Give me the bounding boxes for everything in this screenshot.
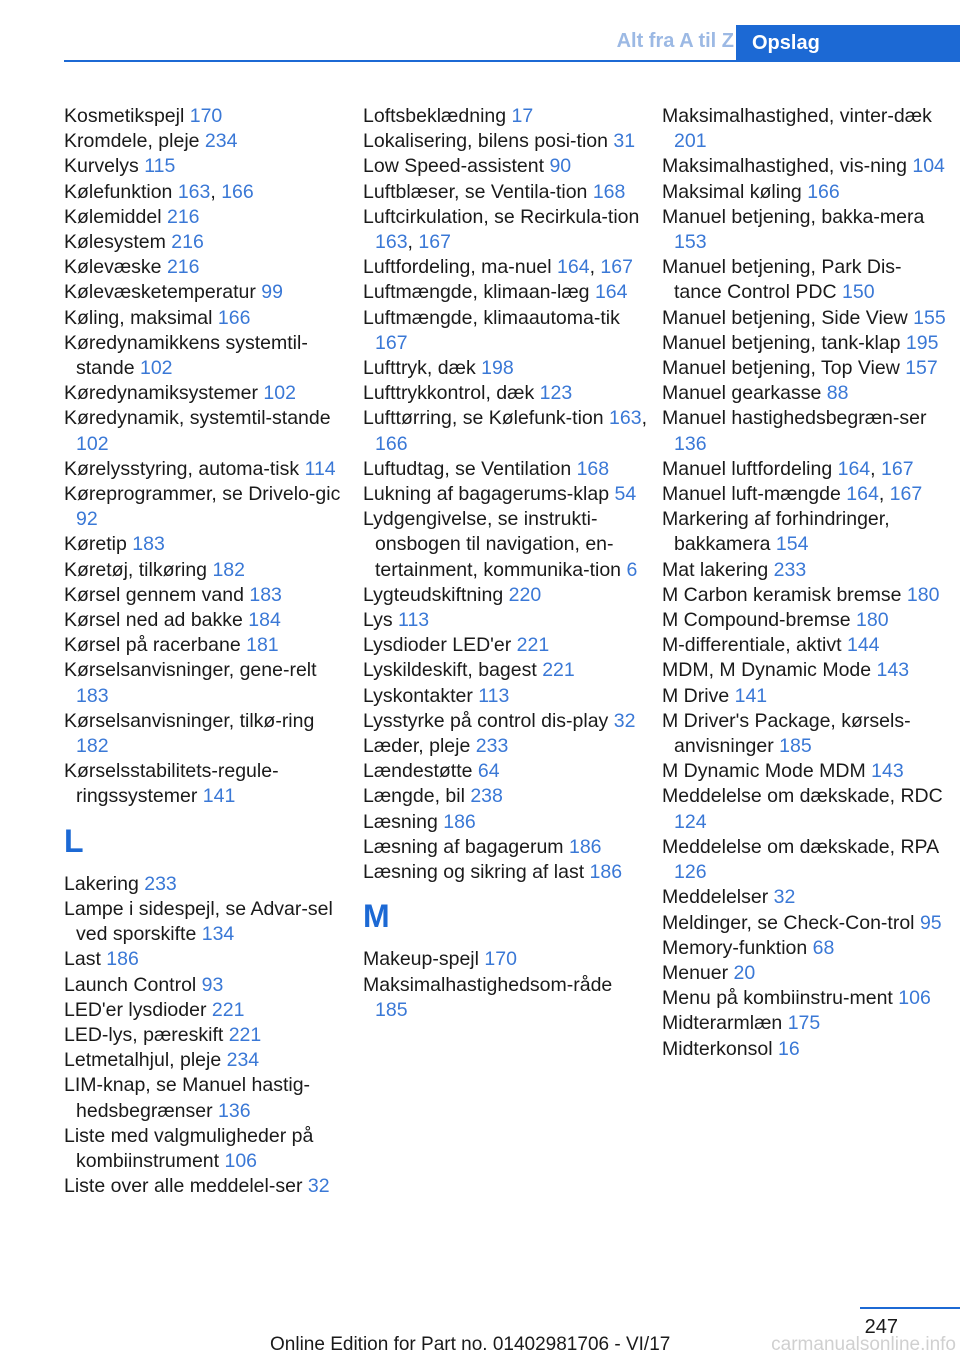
index-term: Lufttørring, se Kølefunk-tion xyxy=(363,407,610,430)
index-entry xyxy=(363,104,648,129)
index-term: Læsning af bagagerum xyxy=(363,835,569,858)
page-link[interactable]: 31 xyxy=(613,130,636,153)
index-term: Lampe i sidespejl, se Advar-sel ved sporskifte xyxy=(64,897,333,946)
index-letter-heading: L xyxy=(64,822,84,859)
index-term: Luftmængde, klimaautoma-tik xyxy=(363,306,620,329)
page-link[interactable]: 216 xyxy=(166,205,200,228)
page-link[interactable]: 143 xyxy=(876,659,910,682)
page-link[interactable]: 163 xyxy=(375,231,408,254)
index-term: Lufttryk, dæk xyxy=(363,357,482,380)
index-term: Maksimalhastighedsom-råde xyxy=(363,973,613,996)
page-link[interactable]: 113 xyxy=(478,684,510,707)
page-link[interactable]: 183 xyxy=(249,583,282,606)
page-separator: , xyxy=(870,457,881,480)
index-entry xyxy=(363,835,648,860)
page-link[interactable]: 238 xyxy=(470,785,503,808)
index-entry xyxy=(363,381,648,406)
page-link[interactable]: 175 xyxy=(787,1012,821,1035)
page-separator: , xyxy=(407,231,419,254)
index-term: Køredynamikkens systemtil-stande xyxy=(64,331,308,380)
page-link[interactable]: 186 xyxy=(443,810,476,833)
index-entry xyxy=(64,998,349,1023)
index-term: Manuel gearkasse xyxy=(662,382,827,405)
page-link[interactable]: 155 xyxy=(913,306,946,329)
index-term: Kørelysstyring, automa-tisk xyxy=(64,457,305,480)
index-term: Letmetalhjul, pleje xyxy=(64,1049,227,1072)
page-link[interactable]: 104 xyxy=(912,155,945,178)
page-link[interactable]: 126 xyxy=(674,861,707,884)
index-entry xyxy=(662,759,947,784)
index-entry xyxy=(662,936,947,961)
index-entry xyxy=(363,759,648,784)
index-term: Køretip xyxy=(64,533,133,556)
page-link[interactable]: 221 xyxy=(211,998,245,1021)
index-term: Midterkonsol xyxy=(662,1037,778,1060)
page-separator: , xyxy=(210,180,222,203)
index-entry xyxy=(662,684,947,709)
page-link[interactable]: 68 xyxy=(812,936,835,959)
page-link[interactable]: 123 xyxy=(539,382,573,405)
page-number-rule xyxy=(860,1307,960,1309)
page-link[interactable]: 32 xyxy=(773,886,796,909)
index-entry xyxy=(363,583,648,608)
index-entry xyxy=(662,205,947,255)
footer-edition: Online Edition for Part no. 01402981706 - VI/17 xyxy=(270,1334,671,1355)
page-link[interactable]: 6 xyxy=(626,558,638,581)
index-entry xyxy=(363,658,648,683)
index-term: Manuel luftfordeling xyxy=(662,457,838,480)
index-entry xyxy=(64,558,349,583)
index-entry xyxy=(363,154,648,179)
index-entry xyxy=(662,885,947,910)
index-entry xyxy=(64,973,349,998)
page-link[interactable]: 233 xyxy=(773,558,807,581)
index-entry xyxy=(363,280,648,305)
index-entry xyxy=(363,734,648,759)
section-tab: Opslag xyxy=(736,25,960,61)
page-link[interactable]: 17 xyxy=(511,105,534,127)
page-link[interactable]: 141 xyxy=(202,785,236,808)
index-entry xyxy=(363,356,648,381)
index-entry xyxy=(64,255,349,280)
index-entry xyxy=(64,129,349,154)
page-header xyxy=(0,25,960,61)
index-entry xyxy=(64,1174,349,1199)
index-entry xyxy=(363,406,648,456)
index-entry xyxy=(363,306,648,356)
index-entry xyxy=(363,947,648,972)
page-link[interactable]: 144 xyxy=(846,634,880,657)
index-term: Luftfordeling, ma-nuel xyxy=(363,256,558,279)
index-entry xyxy=(363,457,648,482)
page-link[interactable]: 90 xyxy=(549,155,572,178)
page-link[interactable]: 106 xyxy=(898,987,931,1010)
index-entry xyxy=(363,608,648,633)
page-link[interactable]: 220 xyxy=(508,583,542,606)
index-entry xyxy=(662,1037,947,1062)
index-term: LED-lys, pæreskift xyxy=(64,1023,229,1046)
index-entry xyxy=(64,482,349,532)
index-entry xyxy=(64,331,349,381)
index-term: Lokalisering, bilens posi-tion xyxy=(363,130,614,153)
index-term: Læder, pleje xyxy=(363,735,476,758)
page-link[interactable]: 182 xyxy=(76,735,109,758)
index-entry xyxy=(64,532,349,557)
page-link[interactable]: 164 xyxy=(594,281,628,304)
index-entry xyxy=(363,784,648,809)
index-term: Meddelelse om dækskade, RPA xyxy=(662,835,939,858)
index-entry xyxy=(64,947,349,972)
page-link[interactable]: 186 xyxy=(106,948,139,971)
index-entry xyxy=(363,205,648,255)
index-term: Læsning xyxy=(363,810,444,833)
page-link[interactable]: 115 xyxy=(144,155,176,178)
index-term: M-differentiale, aktivt xyxy=(662,634,847,657)
index-term: Midterarmlæn xyxy=(662,1012,788,1035)
page-link[interactable]: 93 xyxy=(201,973,224,996)
page-link[interactable]: 124 xyxy=(674,810,707,833)
index-entry xyxy=(64,104,349,129)
index-entry xyxy=(64,583,349,608)
page-link[interactable]: 157 xyxy=(905,357,938,380)
index-term: Menu på kombiinstru-ment xyxy=(662,987,899,1010)
page-link[interactable]: 233 xyxy=(475,735,509,758)
index-term: Lyskontakter xyxy=(363,684,479,707)
index-term: Liste over alle meddelel-ser xyxy=(64,1175,308,1198)
index-term: Luftmængde, klimaan-læg xyxy=(363,281,595,304)
index-entry xyxy=(64,658,349,708)
index-letter-heading: M xyxy=(363,898,390,935)
index-entry xyxy=(64,633,349,658)
index-term: Lydgengivelse, se instrukti-onsbogen til navigation, en-tertainment, kommunika-tion xyxy=(363,508,627,581)
index-entry xyxy=(363,129,648,154)
page-link[interactable]: 221 xyxy=(516,634,550,657)
index-column-3 xyxy=(662,104,947,1062)
index-entry xyxy=(64,759,349,809)
page-link[interactable]: 167 xyxy=(600,256,633,279)
index-term: Maksimalhastighed, vinter-dæk xyxy=(662,105,932,127)
index-entry xyxy=(662,406,947,456)
index-entry xyxy=(64,180,349,205)
index-entry xyxy=(662,658,947,683)
page-link[interactable]: 150 xyxy=(842,281,875,304)
index-entry xyxy=(363,810,648,835)
page-link[interactable]: 167 xyxy=(889,483,923,506)
index-term: Kølemiddel xyxy=(64,205,167,228)
page-link[interactable]: 183 xyxy=(76,684,109,707)
page-link[interactable]: 136 xyxy=(218,1099,251,1122)
index-term: Køredynamik, systemtil-stande xyxy=(64,407,331,430)
page-link[interactable]: 163 xyxy=(609,407,642,430)
page-link[interactable]: 106 xyxy=(224,1149,258,1172)
index-entry xyxy=(64,1048,349,1073)
page-separator: , xyxy=(589,256,601,279)
index-term: Længde, bil xyxy=(363,785,471,808)
index-term: Lygteudskiftning xyxy=(363,583,509,606)
index-term: M Carbon keramisk bremse xyxy=(662,583,907,606)
header-rule xyxy=(64,60,960,62)
index-entry xyxy=(64,709,349,759)
index-term: Lakering xyxy=(64,872,145,895)
index-entry xyxy=(363,507,648,583)
index-term: Læsning og sikring af last xyxy=(363,861,590,884)
index-column-2 xyxy=(363,104,648,1023)
index-term: Kølefunktion xyxy=(64,180,178,203)
index-term: Loftsbeklædning xyxy=(363,105,512,127)
watermark: carmanualsonline.info xyxy=(771,1334,956,1355)
index-entry xyxy=(64,381,349,406)
index-entry xyxy=(662,1011,947,1036)
index-entry xyxy=(363,860,648,885)
index-term: Maksimal køling xyxy=(662,180,808,203)
page-link[interactable]: 20 xyxy=(733,961,756,984)
page-link[interactable]: 185 xyxy=(779,735,812,758)
index-term: Luftblæser, se Ventila-tion xyxy=(363,180,593,203)
index-entry xyxy=(64,1023,349,1048)
page-link[interactable]: 181 xyxy=(246,634,279,657)
index-term: Kølevæsketemperatur xyxy=(64,281,262,304)
index-entry xyxy=(662,608,947,633)
index-entry xyxy=(662,356,947,381)
index-term: Low Speed-assistent xyxy=(363,155,550,178)
index-entry xyxy=(363,482,648,507)
page-link[interactable]: 143 xyxy=(871,760,904,783)
page-link[interactable]: 167 xyxy=(418,231,451,254)
index-entry xyxy=(662,558,947,583)
index-entry xyxy=(64,205,349,230)
index-term: Manuel betjening, Park Dis-tance Control PDC xyxy=(662,256,902,304)
index-entry xyxy=(662,835,947,885)
index-entry xyxy=(363,255,648,280)
page-link[interactable]: 102 xyxy=(139,357,173,380)
index-entry xyxy=(662,457,947,482)
page-link[interactable]: 95 xyxy=(919,911,942,934)
page-link[interactable]: 216 xyxy=(166,256,200,279)
page-separator: , xyxy=(641,407,647,430)
page-link[interactable]: 180 xyxy=(856,609,889,632)
page-link[interactable]: 170 xyxy=(189,105,223,127)
page-link[interactable]: 153 xyxy=(674,231,707,254)
index-term: Last xyxy=(64,948,107,971)
page-link[interactable]: 221 xyxy=(228,1023,262,1046)
index-term: Luftcirkulation, se Recirkula-tion xyxy=(363,205,640,228)
index-term: M Compound-bremse xyxy=(662,609,856,632)
index-entry xyxy=(64,457,349,482)
index-entry xyxy=(64,154,349,179)
page-link[interactable]: 168 xyxy=(576,457,610,480)
page-link[interactable]: 234 xyxy=(226,1049,260,1072)
index-entry xyxy=(64,280,349,305)
index-term: Manuel luft-mængde xyxy=(662,483,847,506)
index-term: Kørselsanvisninger, gene-relt xyxy=(64,659,317,682)
index-term: M Driver's Package, kørsels-anvisninger xyxy=(662,709,911,758)
index-term: Kørsel ned ad bakke xyxy=(64,609,249,632)
index-term: Kørsel på racerbane xyxy=(64,634,247,657)
page-link[interactable]: 233 xyxy=(144,872,177,895)
index-term: Lysdioder LED'er xyxy=(363,634,517,657)
index-entry xyxy=(64,897,349,947)
page-link[interactable]: 180 xyxy=(906,583,940,606)
page-link[interactable]: 163 xyxy=(177,180,211,203)
index-column-1 xyxy=(64,104,349,1199)
index-entry xyxy=(64,230,349,255)
index-entry xyxy=(662,911,947,936)
page-link[interactable]: 186 xyxy=(568,835,602,858)
page-link[interactable]: 195 xyxy=(905,331,939,354)
index-entry xyxy=(64,872,349,897)
page-link[interactable]: 182 xyxy=(212,558,245,581)
page-link[interactable]: 154 xyxy=(775,533,809,556)
index-term: Kromdele, pleje xyxy=(64,130,205,153)
index-term: Meddelelser xyxy=(662,886,774,909)
index-term: Kølesystem xyxy=(64,231,172,254)
index-term: Manuel hastighedsbegræn-ser xyxy=(662,407,927,430)
index-term: Kørselsstabilitets-regule-ringssystemer xyxy=(64,760,279,808)
index-term: Mat lakering xyxy=(662,558,774,581)
page-link[interactable]: 166 xyxy=(217,306,251,329)
section-title: Alt fra A til Z xyxy=(616,30,734,52)
index-term: Køretøj, tilkøring xyxy=(64,558,213,581)
index-term: Kørselsanvisninger, tilkø-ring xyxy=(64,709,315,732)
index-term: M Dynamic Mode MDM xyxy=(662,760,872,783)
index-term: Køling, maksimal xyxy=(64,306,218,329)
index-term: Kørsel gennem vand xyxy=(64,583,250,606)
page-link[interactable]: 198 xyxy=(481,357,514,380)
index-term: Manuel betjening, tank-klap xyxy=(662,331,906,354)
index-entry xyxy=(662,507,947,557)
index-entry xyxy=(662,482,947,507)
page-link[interactable]: 166 xyxy=(221,180,254,203)
page-link[interactable]: 184 xyxy=(248,609,281,632)
index-term: Lysstyrke på control dis-play xyxy=(363,709,614,732)
index-entry xyxy=(363,684,648,709)
index-term: Lændestøtte xyxy=(363,760,478,783)
page-link[interactable]: 32 xyxy=(613,709,636,732)
index-entry xyxy=(662,306,947,331)
index-term: Manuel betjening, Side View xyxy=(662,306,914,329)
index-entry xyxy=(64,608,349,633)
page-link[interactable]: 54 xyxy=(614,483,637,506)
page-link[interactable]: 201 xyxy=(674,130,707,153)
page-link[interactable]: 88 xyxy=(826,382,849,405)
index-term: Køreprogrammer, se Drivelo-gic xyxy=(64,483,341,506)
index-entry xyxy=(662,633,947,658)
page-link[interactable]: 102 xyxy=(263,382,296,405)
page-link[interactable]: 16 xyxy=(777,1037,800,1060)
index-term: Markering af forhindringer, bakkamera xyxy=(662,508,890,556)
page-link[interactable]: 32 xyxy=(307,1175,330,1198)
page-separator: , xyxy=(878,483,890,506)
index-term: Kølevæske xyxy=(64,256,167,279)
index-entry xyxy=(662,104,947,154)
page-link[interactable]: 167 xyxy=(881,457,914,480)
page-link[interactable]: 134 xyxy=(201,923,235,946)
index-entry xyxy=(662,961,947,986)
index-entry xyxy=(662,255,947,305)
index-term: Lyskildeskift, bagest xyxy=(363,659,543,682)
page-link[interactable]: 102 xyxy=(76,432,109,455)
page-link[interactable]: 164 xyxy=(837,457,871,480)
index-term: Memory-funktion xyxy=(662,936,813,959)
index-entry xyxy=(64,1124,349,1174)
index-term: M Drive xyxy=(662,684,735,707)
index-term: Makeup-spejl xyxy=(363,948,485,971)
page-link[interactable]: 186 xyxy=(589,861,623,884)
index-entry xyxy=(363,180,648,205)
page-number: 247 xyxy=(864,1316,898,1338)
index-term: MDM, M Dynamic Mode xyxy=(662,659,877,682)
index-term: Lufttrykkontrol, dæk xyxy=(363,382,540,405)
page-link[interactable]: 92 xyxy=(76,508,98,531)
index-entry xyxy=(662,784,947,834)
index-entry xyxy=(662,381,947,406)
page-link[interactable]: 166 xyxy=(807,180,840,203)
page-link[interactable]: 168 xyxy=(592,180,626,203)
index-term: Meldinger, se Check-Con-trol xyxy=(662,911,920,934)
index-term: Menuer xyxy=(662,961,734,984)
page-link[interactable]: 164 xyxy=(846,483,879,506)
index-entry xyxy=(64,406,349,456)
page-link[interactable]: 64 xyxy=(477,760,500,783)
index-term: Maksimalhastighed, vis-ning xyxy=(662,155,913,178)
page-link[interactable]: 136 xyxy=(674,432,707,455)
index-entry xyxy=(662,331,947,356)
index-term: Kurvelys xyxy=(64,155,145,178)
page-link[interactable]: 114 xyxy=(304,457,336,480)
index-entry xyxy=(363,633,648,658)
index-entry xyxy=(363,709,648,734)
page-link[interactable]: 185 xyxy=(375,998,408,1021)
page-link[interactable]: 170 xyxy=(484,948,517,971)
index-term: Launch Control xyxy=(64,973,202,996)
page-link[interactable]: 113 xyxy=(398,609,430,632)
index-term: LED'er lysdioder xyxy=(64,998,212,1021)
index-term: LIM-knap, se Manuel hastig-hedsbegrænser xyxy=(64,1074,311,1122)
page-link[interactable]: 183 xyxy=(132,533,165,556)
page-link[interactable]: 166 xyxy=(375,432,408,455)
index-entry xyxy=(64,1073,349,1123)
page-link[interactable]: 164 xyxy=(557,256,590,279)
index-term: Manuel betjening, bakka-mera xyxy=(662,205,925,228)
page-link[interactable]: 216 xyxy=(171,231,204,254)
index-term: Meddelelse om dækskade, RDC xyxy=(662,785,943,808)
page-link[interactable]: 167 xyxy=(375,331,408,354)
page-link[interactable]: 99 xyxy=(261,281,283,304)
index-entry xyxy=(662,180,947,205)
index-term: Lukning af bagagerums-klap xyxy=(363,483,615,506)
index-term: Kosmetikspejl xyxy=(64,105,190,127)
index-entry xyxy=(662,709,947,759)
page-link[interactable]: 234 xyxy=(204,130,238,153)
index-term: Luftudtag, se Ventilation xyxy=(363,457,577,480)
index-entry xyxy=(64,306,349,331)
index-entry xyxy=(662,583,947,608)
page-link[interactable]: 221 xyxy=(542,659,575,682)
index-entry xyxy=(662,154,947,179)
index-term: Liste med valgmuligheder på kombiinstrument xyxy=(64,1124,314,1172)
index-term: Lys xyxy=(363,609,399,632)
index-term: Køredynamiksystemer xyxy=(64,382,264,405)
index-entry xyxy=(363,973,648,1023)
index-term: Manuel betjening, Top View xyxy=(662,357,906,380)
page-link[interactable]: 141 xyxy=(734,684,768,707)
index-entry xyxy=(662,986,947,1011)
